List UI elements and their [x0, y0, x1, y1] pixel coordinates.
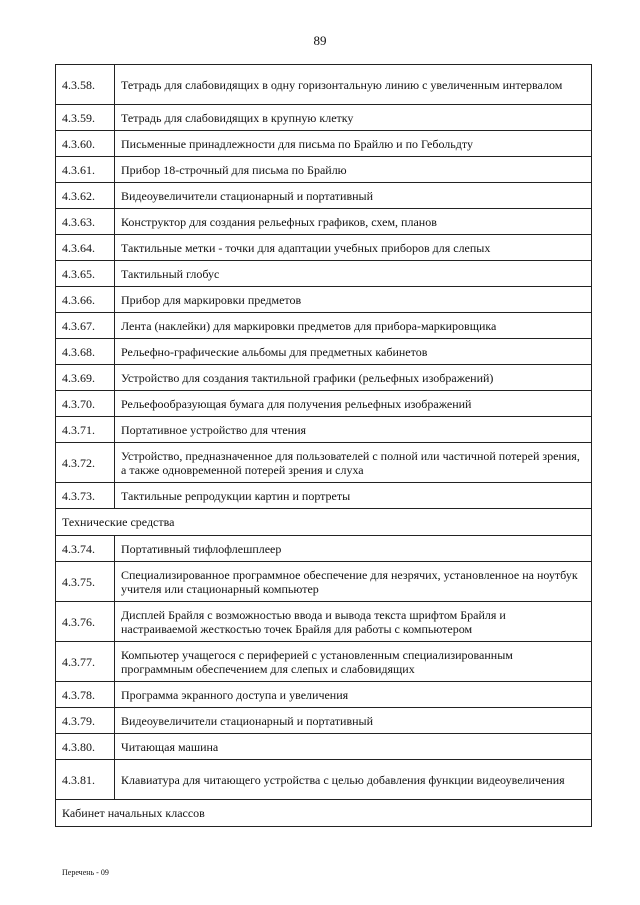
- table-row: [56, 682, 592, 708]
- row-number: 4.3.81.: [56, 760, 115, 800]
- footer-label: Перечень - 09: [62, 868, 109, 877]
- row-number: 4.3.68.: [56, 339, 115, 365]
- row-text: Портативный тифлофлешплеер: [115, 536, 592, 562]
- table-row: [56, 209, 592, 235]
- table-row: [56, 642, 592, 682]
- row-number: 4.3.65.: [56, 261, 115, 287]
- section-header-primary: [56, 800, 592, 827]
- table-row: [56, 261, 592, 287]
- row-text: Читающая машина: [115, 734, 592, 760]
- table-row: [56, 536, 592, 562]
- row-text: Компьютер учащегося с периферией с установленным специализированным программным обеспечением для слепых и слабовидящих: [115, 642, 592, 682]
- table-row: [56, 287, 592, 313]
- table-row: [56, 562, 592, 602]
- row-number: 4.3.70.: [56, 391, 115, 417]
- row-text: Видеоувеличители стационарный и портативный: [115, 708, 592, 734]
- row-text: Тактильные метки - точки для адаптации учебных приборов для слепых: [115, 235, 592, 261]
- row-number: 4.3.78.: [56, 682, 115, 708]
- row-text: Видеоувеличители стационарный и портативный: [115, 183, 592, 209]
- row-number: 4.3.59.: [56, 105, 115, 131]
- row-text: Тетрадь для слабовидящих в крупную клетку: [115, 105, 592, 131]
- table-row: [56, 602, 592, 642]
- row-text: Рельефно-графические альбомы для предметных кабинетов: [115, 339, 592, 365]
- table-row: [56, 760, 592, 800]
- table-row: [56, 391, 592, 417]
- row-number: 4.3.77.: [56, 642, 115, 682]
- table-row: [56, 365, 592, 391]
- row-number: 4.3.74.: [56, 536, 115, 562]
- row-number: 4.3.72.: [56, 443, 115, 483]
- row-text: Клавиатура для читающего устройства с целью добавления функции видеоувеличения: [115, 760, 592, 800]
- row-number: 4.3.61.: [56, 157, 115, 183]
- table-row: [56, 443, 592, 483]
- row-number: 4.3.71.: [56, 417, 115, 443]
- table-row: [56, 235, 592, 261]
- row-number: 4.3.75.: [56, 562, 115, 602]
- row-text: Прибор 18-строчный для письма по Брайлю: [115, 157, 592, 183]
- row-number: 4.3.60.: [56, 131, 115, 157]
- table-row: [56, 734, 592, 760]
- row-number: 4.3.63.: [56, 209, 115, 235]
- row-number: 4.3.69.: [56, 365, 115, 391]
- row-text: Специализированное программное обеспечение для незрячих, установленное на ноутбук учителя или стационарный компьютер: [115, 562, 592, 602]
- table-row: [56, 417, 592, 443]
- row-text: Устройство, предназначенное для пользователей с полной или частичной потерей зрения, а также одновременной потерей зрения и слуха: [115, 443, 592, 483]
- row-number: 4.3.58.: [56, 65, 115, 105]
- equipment-table: [55, 64, 592, 827]
- table-row: [56, 313, 592, 339]
- row-number: 4.3.66.: [56, 287, 115, 313]
- row-number: 4.3.73.: [56, 483, 115, 509]
- table-row: [56, 105, 592, 131]
- table-row: [56, 183, 592, 209]
- row-text: Лента (наклейки) для маркировки предметов для прибора-маркировщика: [115, 313, 592, 339]
- row-text: Дисплей Брайля с возможностью ввода и вывода текста шрифтом Брайля и настраиваемой жесткостью точек Брайля для работы с компьютером: [115, 602, 592, 642]
- table-row: [56, 708, 592, 734]
- row-number: 4.3.64.: [56, 235, 115, 261]
- row-text: Тактильный глобус: [115, 261, 592, 287]
- row-text: Рельефообразующая бумага для получения рельефных изображений: [115, 391, 592, 417]
- row-number: 4.3.76.: [56, 602, 115, 642]
- section-title: Кабинет начальных классов: [56, 800, 592, 827]
- section-title: Технические средства: [56, 509, 592, 536]
- row-number: 4.3.62.: [56, 183, 115, 209]
- row-text: Тетрадь для слабовидящих в одну горизонтальную линию с увеличенным интервалом: [115, 65, 592, 105]
- row-text: Устройство для создания тактильной графики (рельефных изображений): [115, 365, 592, 391]
- table-row: [56, 483, 592, 509]
- row-number: 4.3.67.: [56, 313, 115, 339]
- row-text: Портативное устройство для чтения: [115, 417, 592, 443]
- page-number: 89: [313, 33, 327, 48]
- table-row: [56, 157, 592, 183]
- row-text: Конструктор для создания рельефных графиков, схем, планов: [115, 209, 592, 235]
- row-text: Программа экранного доступа и увеличения: [115, 682, 592, 708]
- table-row: [56, 65, 592, 105]
- row-number: 4.3.80.: [56, 734, 115, 760]
- section-header-technical: [56, 509, 592, 536]
- row-text: Прибор для маркировки предметов: [115, 287, 592, 313]
- table-row: [56, 131, 592, 157]
- row-text: Тактильные репродукции картин и портреты: [115, 483, 592, 509]
- table-row: [56, 339, 592, 365]
- row-number: 4.3.79.: [56, 708, 115, 734]
- row-text: Письменные принадлежности для письма по Брайлю и по Гебольдту: [115, 131, 592, 157]
